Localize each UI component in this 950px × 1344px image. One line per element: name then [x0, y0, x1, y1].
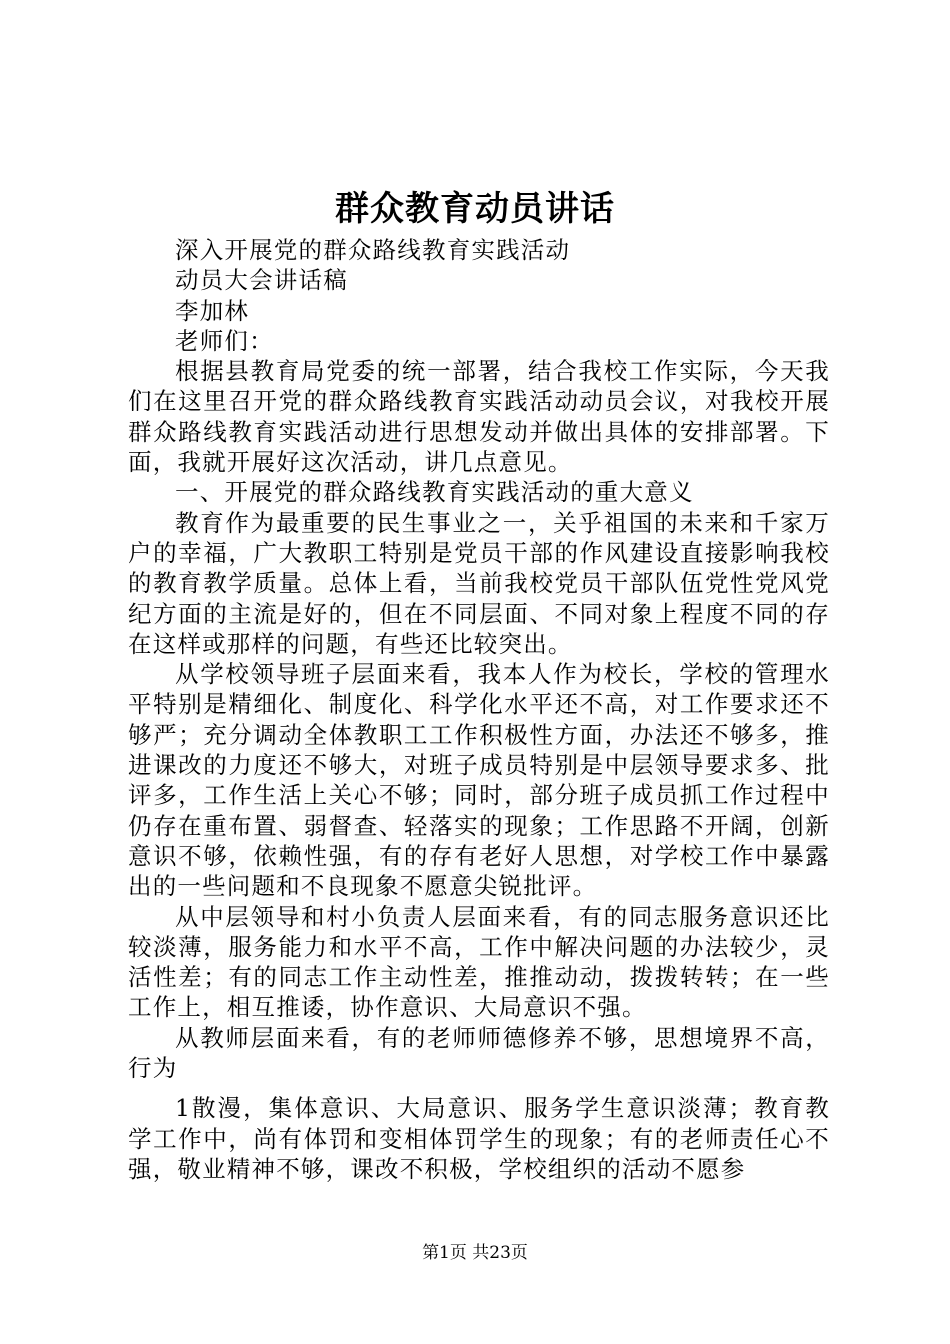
section-heading: 一、开展党的群众路线教育实践活动的重大意义 [175, 478, 694, 507]
subtitle-line: 深入开展党的群众路线教育实践活动 [175, 236, 571, 264]
document-body [128, 235, 830, 1184]
subtitle-line: 动员大会讲话稿 [175, 266, 348, 295]
salutation: 老师们： [175, 326, 274, 355]
body-paragraph: 根据县教育局党委的统一部署，结合我校工作实际，今天我们在这里召开党的群众路线教育实践活动动员会议，对我校开展群众路线教育实践活动进行思想发动并做出具体的安排部署。下面，我就开展好这次活动，讲几点意见。 [128, 357, 830, 477]
author-name: 李加林 [175, 296, 250, 325]
body-paragraph: 从中层领导和村小负责人层面来看，有的同志服务意识还比较淡薄，服务能力和水平不高，工作中解决问题的办法较少，灵活性差；有的同志工作主动性差，推推动动，拨拨转转；在一些工作上，相互推诿，协作意识、大局意识不强。 [128, 902, 830, 1022]
body-paragraph: 教育作为最重要的民生事业之一，关乎祖国的未来和千家万户的幸福，广大教职工特别是党员干部的作风建设直接影响我校的教育教学质量。总体上看，当前我校党员干部队伍党性党风党纪方面的主流是好的，但在不同层面、不同对象上程度不同的存在这样或那样的问题，有些还比较突出。 [128, 508, 830, 658]
page-number: 第1页 共23页 [422, 1243, 528, 1263]
body-paragraph: 从教师层面来看，有的老师师德修养不够，思想境界不高，行为 [128, 1023, 830, 1083]
document-title: 群众教育动员讲话 [335, 189, 615, 229]
body-paragraph: 从学校领导班子层面来看，我本人作为校长，学校的管理水平特别是精细化、制度化、科学化水平还不高，对工作要求还不够严；充分调动全体教职工工作积极性方面，办法还不够多，推进课改的力度还不够大，对班子成员特别是中层领导要求多、批评多，工作生活上关心不够；同时，部分班子成员抓工作过程中仍存在重布置、弱督查、轻落实的现象；工作思路不开阔，创新意识不够，依赖性强，有的存有老好人思想，对学校工作中暴露出的一些问题和不良现象不愿意尖锐批评。 [128, 660, 830, 901]
body-paragraph: 1散漫，集体意识、大局意识、服务学生意识淡薄；教育教学工作中，尚有体罚和变相体罚学生的现象；有的老师责任心不强，敬业精神不够，课改不积极，学校组织的活动不愿参 [128, 1094, 830, 1183]
